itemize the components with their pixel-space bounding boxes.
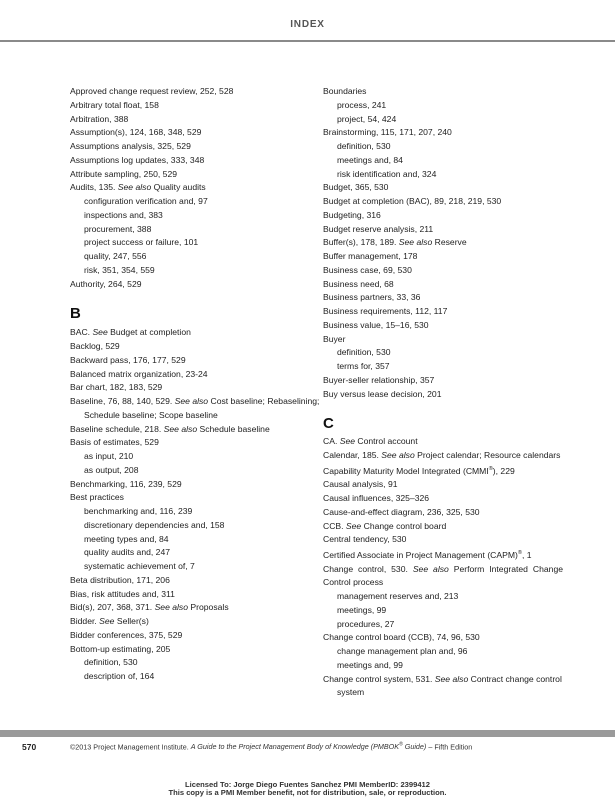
index-entry: Change control system, 531. See also Contract change control: [323, 673, 562, 684]
index-entry: Bidder conferences, 375, 529: [70, 629, 183, 640]
edition-text: – Fifth Edition: [426, 742, 473, 752]
index-entry: Business need, 68: [323, 278, 394, 289]
index-entry: Buffer management, 178: [323, 251, 418, 261]
index-entry: Causal analysis, 91: [323, 479, 398, 490]
page-number: 570: [22, 742, 37, 752]
index-subentry: as output, 208: [84, 464, 139, 475]
index-entry: Backlog, 529: [70, 341, 120, 351]
index-entry: Assumptions analysis, 325, 529: [70, 141, 191, 151]
index-entry: Buyer-seller relationship, 357: [323, 374, 435, 385]
index-entry: Brainstorming, 115, 171, 207, 240: [323, 127, 452, 138]
index-column-left: [70, 85, 318, 684]
index-entry: Approved change request review, 252, 528: [70, 86, 234, 96]
index-entry: Control process: [323, 577, 384, 588]
index-entry: Certified Associate in Project Management (CAPM)®, 1: [323, 549, 532, 560]
license-line: Licensed To: Jorge Diego Fuentes Sanchez PMI MemberID: 2399412: [184, 780, 431, 789]
index-subentry: benchmarking and, 116, 239: [84, 506, 193, 516]
index-entry: Budgeting, 316: [323, 209, 381, 220]
footer-rule: [0, 730, 615, 737]
index-entry: Buyer: [323, 333, 346, 344]
index-entry: CA. See Control account: [323, 436, 418, 447]
index-entry: Best practices: [70, 492, 124, 503]
index-subentry: procurement, 388: [84, 223, 152, 234]
index-entry: Budget, 365, 530: [323, 182, 389, 193]
index-entry: Capability Maturity Model Integrated (CMMI®), 229: [323, 465, 515, 476]
section-letter-b: B: [70, 305, 81, 323]
index-subentry: quality audits and, 247: [84, 547, 171, 558]
index-subentry: project success or failure, 101: [84, 237, 199, 248]
index-subentry: management reserves and, 213: [337, 591, 459, 602]
index-entry: Change control board (CCB), 74, 96, 530: [323, 632, 480, 643]
page-header: [0, 0, 615, 42]
index-entry: Bidder. See Seller(s): [70, 616, 149, 626]
index-entry: Arbitrary total float, 158: [70, 99, 159, 110]
index-group-b-right: [323, 85, 563, 401]
index-subentry: meetings and, 84: [337, 154, 403, 165]
index-entry: Schedule baseline; Scope baseline: [84, 409, 218, 420]
index-subentry: meeting types and, 84: [84, 533, 169, 544]
index-subentry: definition, 530: [337, 347, 391, 358]
index-subentry: definition, 530: [84, 657, 138, 668]
section-letter-c: C: [323, 415, 334, 433]
index-entry: Buy versus lease decision, 201: [323, 388, 442, 399]
copyright-text: ©2013 Project Management Institute.: [70, 742, 191, 752]
index-subentry: change management plan and, 96: [337, 646, 468, 657]
copyright-line: [70, 742, 472, 751]
index-entry: Baseline schedule, 218. See also Schedule baseline: [70, 423, 270, 434]
index-entry: Central tendency, 530: [323, 534, 407, 545]
index-entry: Basis of estimates, 529: [70, 437, 159, 448]
index-subentry: description of, 164: [84, 671, 155, 681]
index-entry: Benchmarking, 116, 239, 529: [70, 478, 182, 489]
index-subentry: terms for, 357: [337, 361, 390, 371]
index-subentry: definition, 530: [337, 141, 391, 151]
index-subentry: systematic achievement of, 7: [84, 561, 195, 571]
index-entry: Bottom-up estimating, 205: [70, 643, 171, 654]
index-entry: Audits, 135. See also Quality audits: [70, 182, 206, 193]
index-subentry: risk, 351, 354, 559: [84, 264, 155, 275]
index-entry: system: [337, 687, 365, 698]
index-subentry: meetings and, 99: [337, 659, 403, 670]
index-entry: Bar chart, 182, 183, 529: [70, 382, 163, 393]
index-entry: Boundaries: [323, 86, 367, 96]
index-entry: Bias, risk attitudes and, 311: [70, 588, 175, 599]
index-entry: Beta distribution, 171, 206: [70, 574, 170, 585]
distribution-notice: This copy is a PMI Member benefit, not for distribution, sale, or reproduction.: [168, 788, 447, 797]
index-entry: Causal influences, 325–326: [323, 493, 430, 504]
index-entry: Business case, 69, 530: [323, 264, 412, 275]
index-subentry: inspections and, 383: [84, 209, 163, 220]
index-group-b-left: [70, 326, 318, 684]
index-subentry: project, 54, 424: [337, 113, 397, 124]
index-subentry: process, 241: [337, 99, 387, 110]
index-entry: Attribute sampling, 250, 529: [70, 168, 178, 179]
index-entry: Assumption(s), 124, 168, 348, 529: [70, 127, 202, 138]
index-subentry: risk identification and, 324: [337, 168, 437, 179]
header-title: INDEX: [290, 19, 325, 30]
index-subentry: meetings, 99: [337, 604, 387, 615]
index-entry: Assumptions log updates, 333, 348: [70, 154, 205, 165]
index-entry: Balanced matrix organization, 23-24: [70, 368, 208, 379]
index-entry: Calendar, 185. See also Project calendar; Resource calendars: [323, 450, 561, 460]
index-entry: Budget at completion (BAC), 89, 218, 219, 530: [323, 196, 502, 206]
index-entry: Business partners, 33, 36: [323, 292, 421, 303]
index-subentry: as input, 210: [84, 451, 134, 461]
index-entry: Business requirements, 112, 117: [323, 306, 448, 316]
index-entry: Backward pass, 176, 177, 529: [70, 354, 186, 365]
index-entry: Budget reserve analysis, 211: [323, 223, 434, 234]
index-entry: Arbitration, 388: [70, 113, 129, 124]
index-group-a: [70, 85, 318, 291]
index-entry: Baseline, 76, 88, 140, 529. See also Cost baseline; Rebaselining;: [70, 396, 320, 406]
index-subentry: procedures, 27: [337, 618, 395, 629]
index-entry: Authority, 264, 529: [70, 278, 142, 289]
index-group-c: [323, 435, 563, 700]
book-title: A Guide to the Project Management Body of Knowledge (PMBOK® Guide): [190, 742, 427, 752]
index-entry: CCB. See Change control board: [323, 520, 447, 531]
index-column-right: [323, 85, 563, 700]
index-subentry: quality, 247, 556: [84, 251, 147, 261]
index-subentry: configuration verification and, 97: [84, 196, 208, 206]
index-entry: Business value, 15–16, 530: [323, 319, 429, 330]
index-entry: Cause-and-effect diagram, 236, 325, 530: [323, 506, 480, 517]
index-entry: BAC. See Budget at completion: [70, 327, 191, 338]
index-entry: Buffer(s), 178, 189. See also Reserve: [323, 237, 467, 248]
index-subentry: discretionary dependencies and, 158: [84, 519, 225, 530]
index-entry: Bid(s), 207, 368, 371. See also Proposals: [70, 602, 229, 613]
index-entry: Change control, 530. See also Perform Integrated Change: [323, 563, 563, 574]
